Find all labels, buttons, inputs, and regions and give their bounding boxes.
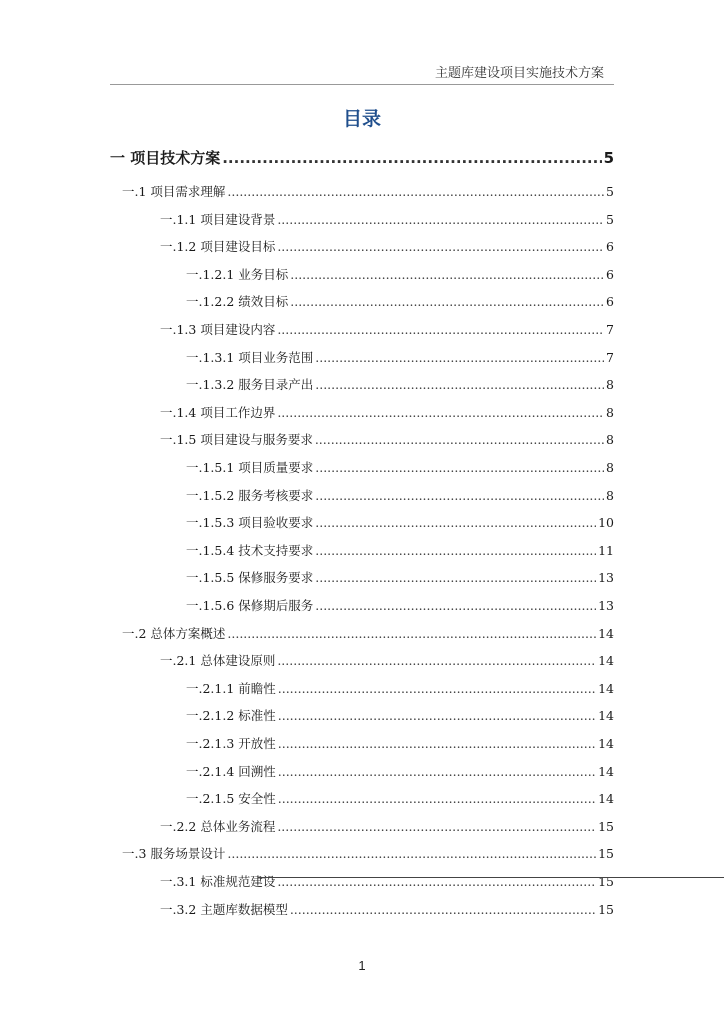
toc-entry-label: 一.3.1 标准规范建设 <box>160 874 276 889</box>
toc-entry-page: 14 <box>598 680 614 696</box>
toc-entry-page: 11 <box>598 542 614 558</box>
toc-entry-label: 一.1.3.2 服务目录产出 <box>186 377 314 393</box>
toc-entry-page: 14 <box>598 653 614 669</box>
toc-entry-label: 一.1.5.1 项目质量要求 <box>186 460 314 475</box>
toc-entry[interactable] <box>122 181 614 203</box>
toc-entry-page: 5 <box>606 211 614 227</box>
toc-entry-label: 一.1.1 项目建设背景 <box>160 211 276 227</box>
toc-entry-label: 一 项目技术方案 <box>110 149 221 167</box>
toc-leader-dots <box>315 429 604 451</box>
toc-entry-page: 5 <box>603 149 614 167</box>
toc-entry-label: 一.1.5.4 技术支持要求 <box>186 542 314 558</box>
toc-leader-dots <box>278 705 596 727</box>
toc-entry[interactable] <box>186 595 614 617</box>
toc-entry[interactable] <box>186 761 614 783</box>
separator-rule <box>258 877 724 878</box>
toc-entry[interactable] <box>186 457 614 479</box>
toc-leader-dots <box>278 761 596 783</box>
toc-entry[interactable] <box>186 678 614 700</box>
toc-entry[interactable] <box>186 733 614 755</box>
toc-entry[interactable] <box>186 485 614 507</box>
toc-entry-label: 一.1.5.3 项目验收要求 <box>186 515 314 531</box>
toc-entry-page: 14 <box>598 736 614 751</box>
toc-entry[interactable] <box>186 540 614 562</box>
toc-leader-dots <box>290 264 604 286</box>
toc-leader-dots <box>315 374 604 396</box>
toc-leader-dots <box>227 623 596 645</box>
toc-entry[interactable] <box>160 402 614 424</box>
toc-entry[interactable] <box>160 429 614 451</box>
toc-entry-page: 15 <box>598 901 614 917</box>
toc-entry-label: 一.2 总体方案概述 <box>122 625 226 641</box>
toc-entry-page: 5 <box>606 184 614 199</box>
toc-entry-label: 一.3 服务场景设计 <box>122 846 226 862</box>
toc-entry-label: 一.2.1.5 安全性 <box>186 791 276 807</box>
toc-entry-page: 8 <box>606 377 614 393</box>
toc-entry-label: 一.2.1.1 前瞻性 <box>186 680 276 696</box>
toc-entry[interactable] <box>110 147 614 169</box>
toc-leader-dots <box>277 209 604 231</box>
toc-entry[interactable] <box>160 816 614 838</box>
toc-entry-page: 7 <box>606 349 614 365</box>
toc-leader-dots <box>277 236 604 258</box>
toc-entry-page: 15 <box>598 874 614 889</box>
toc-leader-dots <box>277 871 596 893</box>
toc-leader-dots <box>315 512 596 534</box>
toc-entry-page: 6 <box>606 266 614 282</box>
page-number: 1 <box>358 958 366 973</box>
toc-entry[interactable] <box>160 899 614 921</box>
toc-entry[interactable] <box>160 236 614 258</box>
header-rule <box>110 84 614 85</box>
toc-leader-dots <box>227 843 596 865</box>
toc-entry-label: 一.2.1.4 回溯性 <box>186 763 276 779</box>
toc-entry-page: 14 <box>598 791 614 807</box>
toc-entry-page: 8 <box>606 404 614 420</box>
toc-entry[interactable] <box>186 374 614 396</box>
toc-leader-dots <box>315 347 604 369</box>
toc-leader-dots <box>278 788 596 810</box>
toc-entry[interactable] <box>122 623 614 645</box>
toc-entry-label: 一.1.5.5 保修服务要求 <box>186 570 314 586</box>
toc-leader-dots <box>315 567 596 589</box>
toc-entry[interactable] <box>186 788 614 810</box>
toc-entry-label: 一.1.3 项目建设内容 <box>160 322 276 337</box>
toc-entry-page: 13 <box>598 598 614 613</box>
toc-entry-page: 14 <box>598 708 614 724</box>
toc-leader-dots <box>278 678 596 700</box>
toc-entry[interactable] <box>160 319 614 341</box>
toc-entry-label: 一.1.3.1 项目业务范围 <box>186 349 314 365</box>
toc-entry-label: 一.2.2 总体业务流程 <box>160 818 276 834</box>
toc-leader-dots <box>277 319 604 341</box>
toc-entry-label: 一.2.1 总体建设原则 <box>160 653 276 669</box>
toc-leader-dots <box>277 402 604 424</box>
toc-leader-dots <box>315 457 604 479</box>
toc-entry[interactable] <box>186 347 614 369</box>
toc-entry-page: 8 <box>606 487 614 503</box>
toc-leader-dots <box>315 485 604 507</box>
toc-entry-label: 一.2.1.2 标准性 <box>186 708 276 724</box>
toc-leader-dots <box>222 147 601 169</box>
toc-entry[interactable] <box>186 264 614 286</box>
toc-entry-page: 8 <box>606 460 614 475</box>
toc-leader-dots <box>227 181 604 203</box>
toc-entry-label: 一.1.2.1 业务目标 <box>186 266 289 282</box>
toc-entry-page: 14 <box>598 763 614 779</box>
toc-entry-page: 6 <box>606 239 614 255</box>
toc-entry-label: 一.1.5.6 保修期后服务 <box>186 598 314 613</box>
toc-entry[interactable] <box>186 567 614 589</box>
toc-entry[interactable] <box>186 291 614 313</box>
toc-entry[interactable] <box>186 705 614 727</box>
toc-entry-label: 一.1.5.2 服务考核要求 <box>186 487 314 503</box>
toc-entry-label: 一.1.5 项目建设与服务要求 <box>160 432 313 448</box>
toc-entry-label: 一.1.4 项目工作边界 <box>160 404 276 420</box>
toc-entry-label: 一.1.2 项目建设目标 <box>160 239 276 255</box>
toc-entry-label: 一.3.2 主题库数据模型 <box>160 901 288 917</box>
toc-entry-page: 10 <box>598 515 614 531</box>
toc-leader-dots <box>290 899 596 921</box>
toc-entry-page: 7 <box>606 322 614 337</box>
toc-entry[interactable] <box>160 209 614 231</box>
toc-entry[interactable] <box>122 843 614 865</box>
toc-leader-dots <box>277 650 596 672</box>
toc-entry-page: 15 <box>598 818 614 834</box>
toc-entry[interactable] <box>160 650 614 672</box>
toc-leader-dots <box>290 291 604 313</box>
toc-entry-page: 14 <box>598 625 614 641</box>
toc-entry-label: 一.2.1.3 开放性 <box>186 736 276 751</box>
toc-entry[interactable] <box>186 512 614 534</box>
toc-leader-dots <box>315 540 596 562</box>
toc-entry[interactable] <box>160 871 614 893</box>
toc-leader-dots <box>277 816 596 838</box>
toc-entry-page: 13 <box>598 570 614 586</box>
toc-entry-page: 8 <box>606 432 614 448</box>
toc-leader-dots <box>315 595 596 617</box>
toc-entry-label: 一.1.2.2 绩效目标 <box>186 294 289 310</box>
toc-entry-label: 一.1 项目需求理解 <box>122 184 226 199</box>
toc-title: 目录 <box>342 108 381 130</box>
running-header: 主题库建设项目实施技术方案 <box>434 66 604 81</box>
toc-leader-dots <box>278 733 596 755</box>
toc-entry-page: 15 <box>598 846 614 862</box>
toc-entry-page: 6 <box>606 294 614 310</box>
